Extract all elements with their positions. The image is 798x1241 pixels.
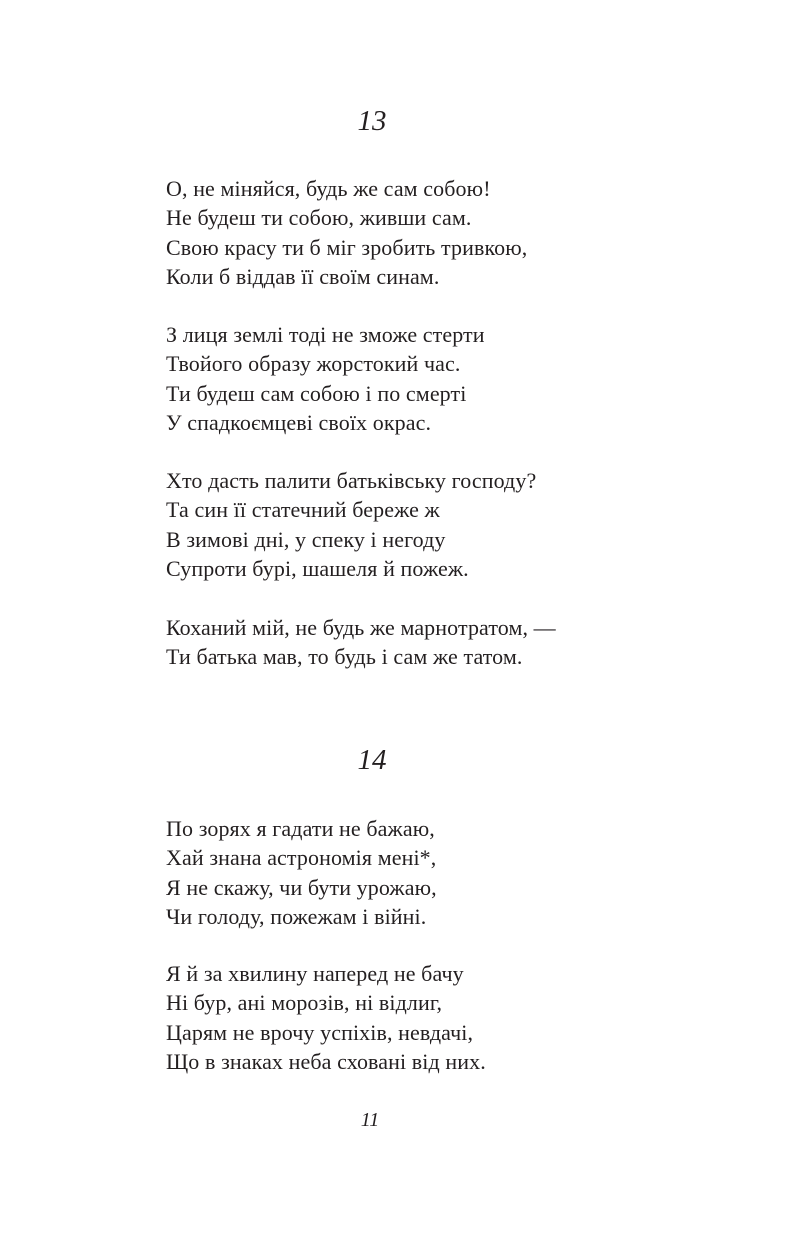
verse-line: Царям не врочу успіхів, невдачі,: [166, 1019, 474, 1045]
verse-line: Свою красу ти б міг зробить тривкою,: [166, 234, 528, 260]
verse-line: Коханий мій, не будь же марнотратом, —: [166, 615, 556, 640]
sonnet-13-stanza-2: [166, 320, 485, 437]
verse-line: Та син її статечний береже ж: [166, 497, 440, 523]
verse-line: Не будеш ти собою, живши сам.: [166, 205, 472, 231]
sonnet-13-couplet: [166, 613, 556, 672]
verse-line: Коли б віддав її своїм синам.: [166, 263, 440, 289]
sonnet-14-stanza-2: [166, 959, 486, 1076]
verse-line: По зорях я гадати не бажаю,: [166, 816, 435, 841]
verse-line: З лиця землі тоді не зможе стерти: [166, 322, 485, 347]
verse-line: Чи голоду, пожежам і війні.: [166, 903, 427, 929]
verse-line: Твойого образу жорстокий час.: [166, 351, 461, 377]
verse-line: Ти батька мав, то будь і сам же татом.: [166, 644, 523, 670]
verse-line: У спадкоємцеві своїх окрас.: [166, 409, 432, 435]
verse-line: Супроти бурі, шашеля й пожеж.: [166, 555, 469, 581]
verse-line: Хто дасть палити батьківську господу?: [166, 468, 537, 493]
page-number: 11: [360, 1109, 380, 1131]
verse-line: Я не скажу, чи бути урожаю,: [166, 874, 437, 900]
verse-line: Хай знана астрономія мені*,: [166, 845, 437, 871]
sonnet-13-stanza-1: [166, 174, 527, 291]
sonnet-13-stanza-3: [166, 466, 536, 583]
sonnet-14-number: 14: [357, 744, 387, 776]
verse-line: Що в знаках неба сховані від них.: [166, 1048, 486, 1074]
sonnet-13-number: 13: [357, 105, 387, 137]
verse-line: Я й за хвилину наперед не бачу: [166, 961, 464, 986]
verse-line: О, не міняйся, будь же сам собою!: [166, 176, 491, 201]
verse-line: Ні бур, ані морозів, ні відлиг,: [166, 990, 443, 1016]
verse-line: В зимові дні, у спеку і негоду: [166, 526, 446, 552]
verse-line: Ти будеш сам собою і по смерті: [166, 380, 467, 406]
sonnet-14-stanza-1: [166, 814, 437, 931]
